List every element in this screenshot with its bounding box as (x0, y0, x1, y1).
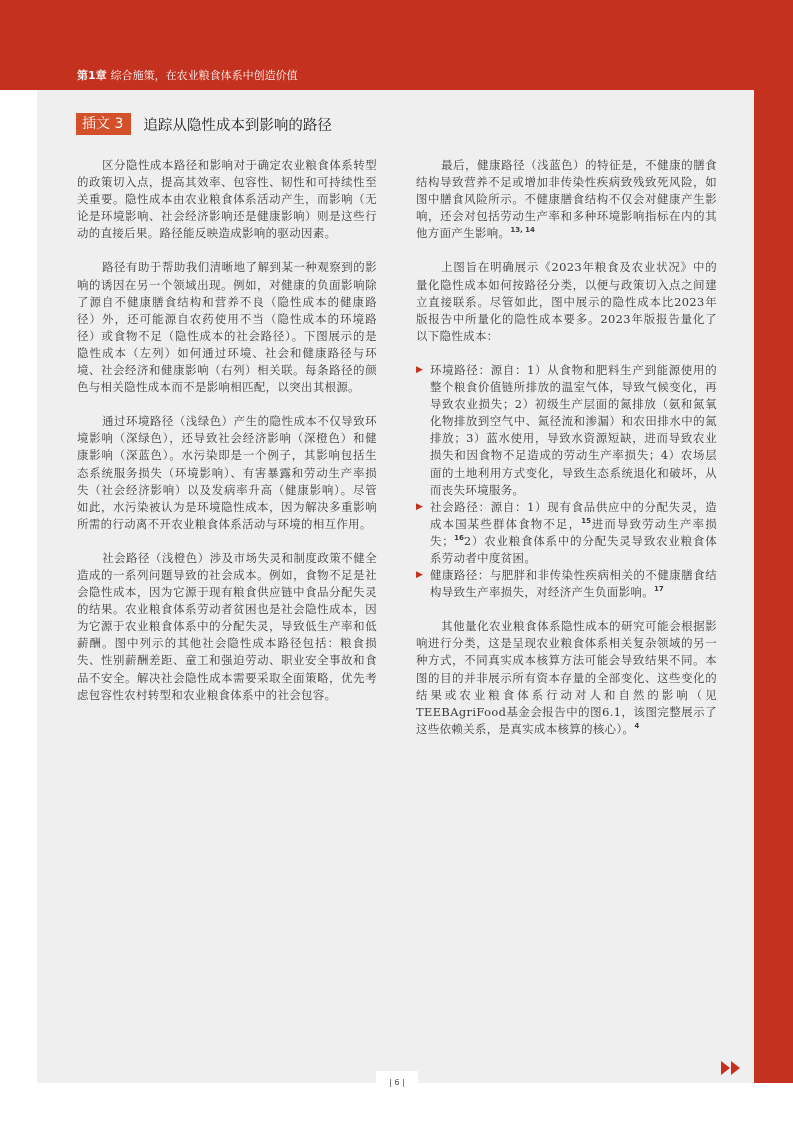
page-number: | 6 | (376, 1071, 418, 1095)
footnote-ref: 15 (581, 516, 591, 525)
footnote-ref: 17 (654, 585, 664, 594)
list-item-text: 社会路径：源自：1）现有食品供应中的分配失灵，造成本国某些群体食物不足， (430, 499, 717, 531)
paragraph: 社会路径（浅橙色）涉及市场失灵和制度政策不健全造成的一系列问题导致的社会成本。例如，食物不足是社会隐性成本，因为它源于现有粮食供应链中食品分配失灵的结果。农业粮食体系劳动者贫困也是社会隐性成本，因为它源于农业粮食体系中的分配失灵，导致低生产率和低薪酬。图中列示的其他社会隐性成本路径包括：粮食损失、性别薪酬差距、童工和强迫劳动、职业安全事故和食品不安全。解决社会隐性成本需要采取全面策略，优先考虑包容性农村转型和农业粮食体系中的社会包容。 (77, 550, 377, 702)
box-label: 插文 3 (76, 113, 131, 135)
left-column (77, 157, 377, 721)
list-item-text: 环境路径：源自：1）从食物和肥料生产到能源使用的整个粮食价值链所排放的温室气体，导致气候变化，再导致农业损失；2）初级生产层面的氮排放（氨和氮氧化物排放到空气中、氮径流和渗漏）和农田排水中的氮排放；3）蓝水使用，导致水资源短缺，进而导致农业损失和因食物不足造成的劳动生产率损失；4）农场层面的土地利用方式变化，导致生态系统退化和破坏，从而丧失环境服务。 (430, 362, 717, 497)
paragraph (416, 157, 717, 242)
list-item (416, 499, 717, 567)
triangle-bullet-icon: ▶ (416, 364, 424, 375)
hidden-cost-list (416, 362, 717, 601)
paragraph-text: 最后，健康路径（浅蓝色）的特征是，不健康的膳食结构导致营养不足或增加非传染性疾病致残致死风险，如图中膳食风险所示。不健康膳食结构不仅会对健康产生影响，还会对包括劳动生产率和多种环境影响指标在内的其他方面产生影响。 (416, 158, 717, 241)
list-item (416, 362, 717, 499)
triangle-bullet-icon: ▶ (416, 501, 424, 512)
right-margin-band (754, 90, 793, 1083)
footnote-ref: 4 (634, 722, 640, 731)
paragraph: 路径有助于帮助我们清晰地了解到某一种观察到的影响的诱因在另一个领域出现。例如，对健康的负面影响除了源自不健康膳食结构和营养不良（隐性成本的健康路径）外，还可能源自农药使用不当（隐性成本的环境路径）或食物不足（隐性成本的社会路径）。下图展示的是隐性成本（左列）如何通过环境、社会和健康路径与环境、社会经济和健康影响（右列）相关联。每条路径的颜色与相关隐性成本而不是影响相匹配，以突出其根源。 (77, 260, 377, 395)
footnote-ref: 16 (454, 534, 464, 543)
list-item-text: 进而导致劳动生产率损失； (430, 516, 717, 548)
chapter-header (77, 67, 298, 83)
chapter-number: 第1章 (77, 69, 107, 82)
paragraph: 通过环境路径（浅绿色）产生的隐性成本不仅导致环境影响（深绿色），还导致社会经济影响（深橙色）和健康影响（深蓝色）。水污染即是一个例子，其影响包括生态系统服务损失（环境影响）、有害暴露和劳动生产率损失（社会经济影响）以及发病率升高（健康影响）。尽管如此，水污染被认为是环境隐性成本，因为解决多重影响所需的行动离不开农业粮食体系活动与环境的相互作用。 (77, 414, 377, 531)
chapter-title: 综合施策，在农业粮食体系中创造价值 (110, 69, 298, 82)
footnote-ref: 13, 14 (510, 226, 535, 235)
list-item (416, 567, 717, 601)
box-heading: 追踪从隐性成本到影响的路径 (143, 117, 332, 134)
list-item-text: 健康路径：与肥胖和非传染性疾病相关的不健康膳食结构导致生产率损失，对经济产生负面影响。 (430, 568, 717, 600)
box-title (76, 113, 332, 135)
triangle-bullet-icon: ▶ (416, 570, 424, 581)
paragraph-text: 其他量化农业粮食体系隐性成本的研究可能会根据影响进行分类，这是呈现农业粮食体系相关复杂领域的另一种方式，不同真实成本核算方法可能会导致结果不同。本图的目的并非展示所有资本存量的全部变化、这些变化的结果或农业粮食体系行动对人和自然的影响（见TEEBAgriFood基金会报告中的图6.1，该图完整展示了这些依赖关系，是真实成本核算的核心）。 (416, 619, 717, 736)
paragraph (416, 618, 717, 738)
right-column (416, 157, 717, 755)
paragraph: 区分隐性成本路径和影响对于确定农业粮食体系转型的政策切入点，提高其效率、包容性、韧性和可持续性至关重要。隐性成本由农业粮食体系活动产生，而影响（无论是环境影响、社会经济影响还是健康影响）则是这些行动的直接后果。路径能反映造成影响的驱动因素。 (77, 158, 377, 241)
list-item-text: 2）农业粮食体系中的分配失灵导致农业粮食体系劳动者中度贫困。 (430, 533, 717, 565)
double-arrow-right-icon[interactable] (721, 1060, 741, 1079)
paragraph: 上图旨在明确展示《2023年粮食及农业状况》中的量化隐性成本如何按路径分类，以便与政策切入点之间建立直接联系。尽管如此，图中展示的隐性成本比2023年版报告中所量化的隐性成本要多。2023年版报告量化了以下隐性成本： (416, 260, 717, 343)
